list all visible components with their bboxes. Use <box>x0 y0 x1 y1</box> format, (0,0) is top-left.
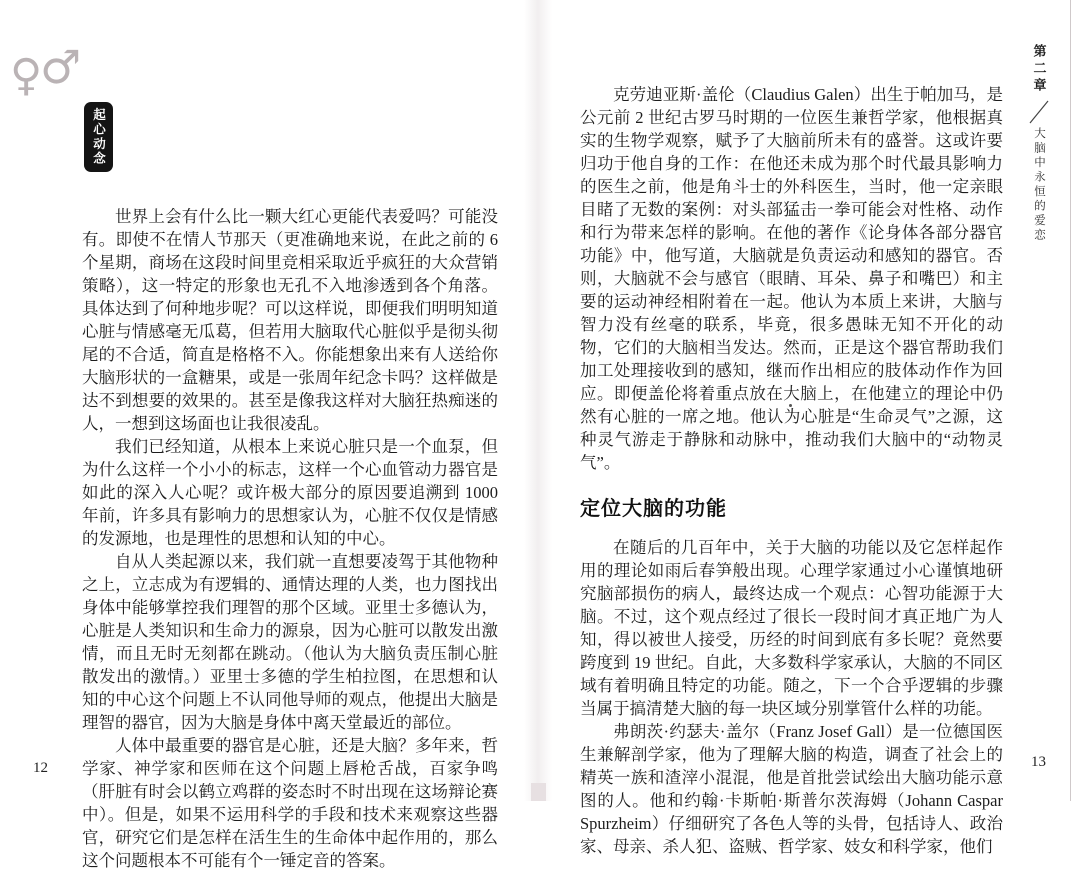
page-gutter-foot-shadow <box>531 783 546 801</box>
section-heading: 定位大脑的功能 <box>580 498 727 520</box>
left-page-body <box>82 205 498 872</box>
paragraph: 在随后的几百年中，关于大脑的功能以及它怎样起作用的理论如雨后春笋般出现。心理学家通过小心谨慎地研究脑部损伤的病人，最终达成一个观点：心智功能源于大脑。不过，这个观点经过了很长一段时间才真正地广为人知，得以被世人接受，历经的时间到底有多长呢？竟然要跨度到 19 世纪。自此，大多数科学家承认，大脑的不同区域有着明确且特定的功能。随之，下一个合乎逻辑的步骤当属于搞清楚大脑的每一块区域分别掌管什么样的功能。 <box>580 538 1003 718</box>
paragraph: 我们已经知道，从根本上来说心脏只是一个血泵，但为什么这样一个小小的标志，这样一个心血管动力器官是如此的深入人心呢？或许极大部分的原因要追溯到 1000 年前，许多具有影响力的思想家认为，心脏不仅仅是情感的发源地，也是理性的思想和认知的中心。 <box>82 437 498 548</box>
right-page-body <box>580 83 1003 858</box>
male-symbol-icon: ♂ <box>40 40 82 94</box>
series-title-banner: 起心动念 <box>84 102 113 172</box>
paragraph: 克劳迪亚斯·盖伦（Claudius Galen）出生于帕加马，是公元前 2 世纪古罗马时期的一位医生兼哲学家，他根据真实的生物学观察，赋予了大脑前所未有的盛誉。这或许要归功于他自身的工作：在他还未成为那个时代最具影响力的医生之前，他是角斗士的外科医生，当时，他一定亲眼目睹了无数的案例：对头部猛击一拳可能会对性格、动作和行为带来怎样的影响。在他的著作《论身体各部分器官功能》中，他写道，大脑就是负责运动和感知的器官。否则，大脑就不会与感官（眼睛、耳朵、鼻子和嘴巴）和主要的运动神经相附着在一起。他认为本质上来讲，大脑与智力没有丝毫的联系，毕竟，很多愚昧无知不开化的动物，它们的大脑相当发达。然而，正是这个器官帮助我们加工处理接收到的感知，继而作出相应的肢体动作作为回应。即便盖伦将着重点放在大脑上，在他建立的理论中仍然有心脏的一席之地。他认为心脏是“生命灵气”之源，这种灵气游走于静脉和动脉中，推动我们大脑中的“动物灵气”。 <box>580 85 1003 472</box>
page-gutter-shadow <box>524 0 552 801</box>
female-symbol-icon: ♀ <box>10 50 43 101</box>
right-page-number: 13 <box>1031 754 1046 770</box>
paragraph: 自从人类起源以来，我们就一直想要凌驾于其他物种之上，立志成为有逻辑的、通情达理的人类，也力图找出身体中能够掌控我们理智的那个区域。亚里士多德认为，心脏是人类知识和生命力的源泉，因为心脏可以散发出激情，而且无时无刻都在跳动。（他认为大脑负责压制心脏散发出的激情。）亚里士多德的学生柏拉图，在思想和认知的中心这个问题上不认同他导师的观点，他提出大脑是理智的器官，因为大脑是身体中离天堂最近的部位。 <box>82 552 498 732</box>
chapter-marker <box>1022 44 1056 243</box>
paragraph: 世界上会有什么比一颗大红心更能代表爱吗？可能没有。即使不在情人节那天（更准确地来说，在此之前的 6 个星期，商场在这段时间里竞相采取近乎疯狂的大众营销策略），这一特定的形象也无孔不入地渗透到各个角落。具体达到了何种地步呢？可以这样说，即便我们明明知道心脏与情感毫无瓜葛，但若用大脑取代心脏似乎是彻头彻尾的不合适，简直是格格不入。你能想象出来有人送给你大脑形状的一盒糖果，或是一张周年纪念卡吗？这样做是达不到想要的效果的。甚至是像我这样对大脑狂热痴迷的人，一想到这场面也让我很凌乱。 <box>82 207 498 433</box>
chapter-number-label: 第二章 <box>1031 44 1047 95</box>
scan-ink-speck <box>789 404 792 407</box>
left-page-number: 12 <box>33 760 48 776</box>
chapter-slash-divider <box>1028 99 1050 125</box>
chapter-title-label: 大脑中永恒的爱恋 <box>1033 127 1045 243</box>
paragraph: 人体中最重要的器官是心脏，还是大脑？多年来，哲学家、神学家和医师在这个问题上唇枪舌战，百家争鸣（肝脏有时会以鹤立鸡群的姿态时不时出现在这场辩论赛中）。但是，如果不运用科学的手段和技术来观察这些器官，研究它们是怎样在活生生的生命体中起作用的，那么这个问题根本不可能有个一锤定音的答案。 <box>82 736 498 870</box>
right-page-edge-line <box>1070 0 1071 801</box>
gender-symbols-logo <box>6 40 86 110</box>
paragraph: 弗朗茨·约瑟夫·盖尔（Franz Josef Gall）是一位德国医生兼解剖学家，他为了理解大脑的构造，调查了社会上的精英一族和渣滓小混混，他是首批尝试绘出大脑功能示意图的人。他和约翰·卡斯帕·斯普尔茨海姆（Johann Caspar Spurzheim）仔细研究了各色人等的头骨，包括诗人、政治家、母亲、杀人犯、盗贼、哲学家、妓女和科学家，他们 <box>580 722 1003 856</box>
